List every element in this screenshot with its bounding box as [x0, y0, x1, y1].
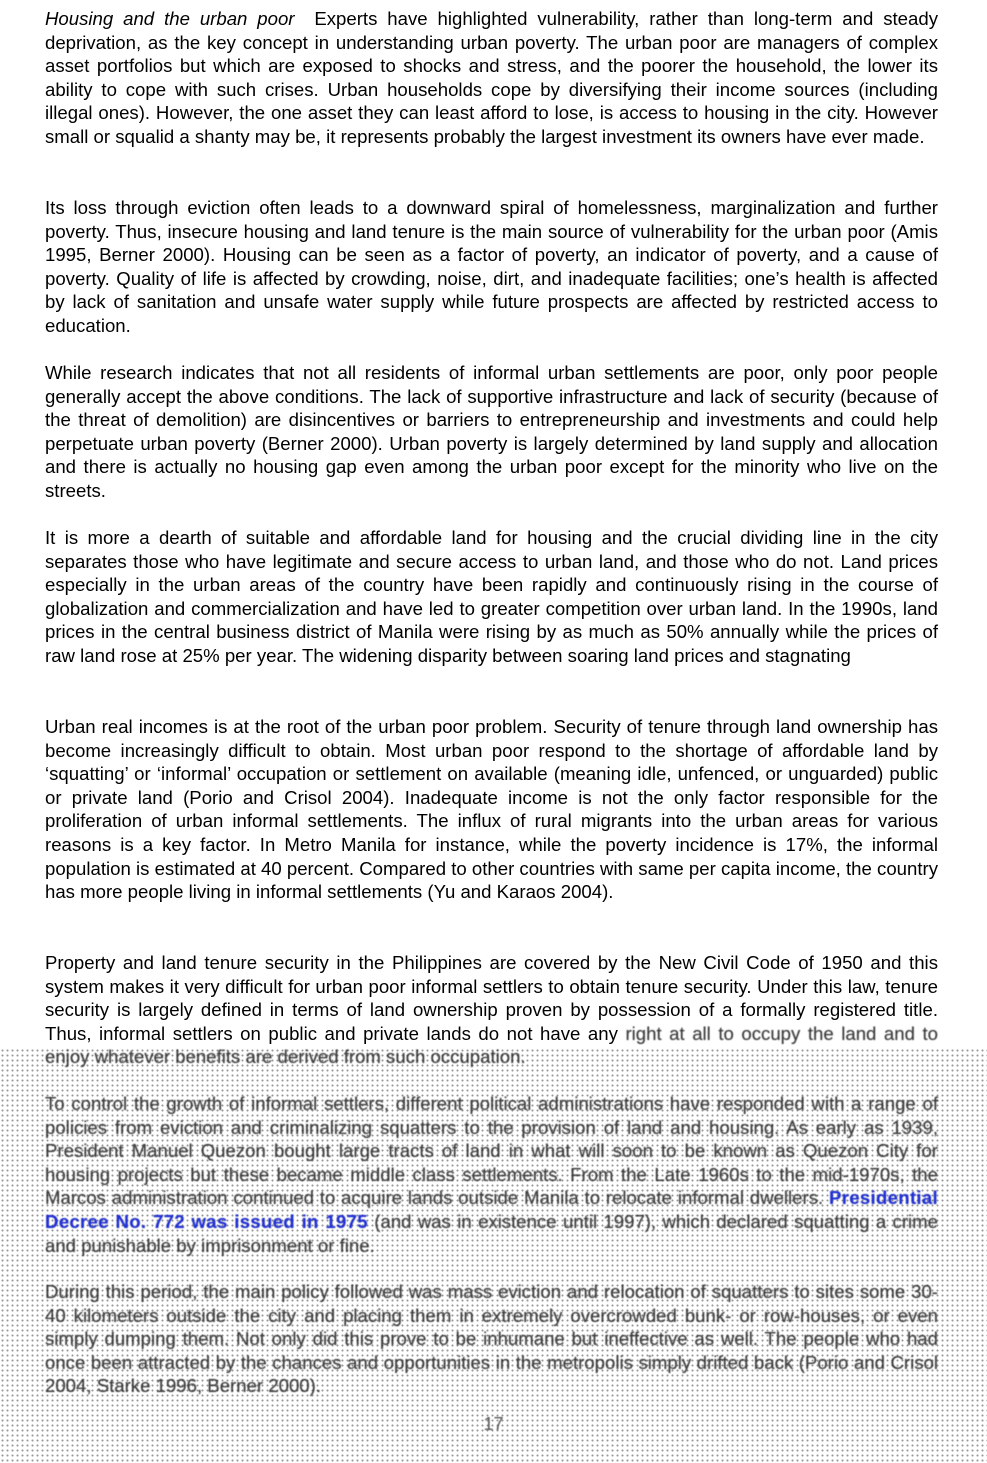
paragraph-lead-heading: Housing and the urban poor: [45, 8, 295, 29]
paragraph-body: Property and land tenure security in the Philippines are covered by the New Civil Code of 1950 and this system makes it very difficult for urban poor informal settlers to obtain tenure security. Under this law, tenure security is largely defined in terms of land ownership proven by possession of a formally registered title. Thus, informal settlers on public and private lands do not have any: [45, 952, 938, 1044]
paragraph-tail-blurred: right at all to occupy the land and to enjoy whatever benefits are derived from such occupation.: [45, 1022, 938, 1068]
paragraph-land-dearth: It is more a dearth of suitable and affordable land for housing and the crucial dividing line in the city separates those who have legitimate and secure access to urban land, and those who do not. Land prices especially in the urban areas of the country have been rapidly and continuously rising in the course of globalization and commercialization and have led to greater competition over urban land. In the 1990s, land prices in the central business district of Manila were rising by as much as 50% annually while the prices of raw land rose at 25% per year. The widening disparity between soaring land prices and stagnating: [45, 527, 938, 666]
paragraph-real-incomes: Urban real incomes is at the root of the urban poor problem. Security of tenure through land ownership has become increasingly difficult to obtain. Most urban poor respond to the shortage of affordable land by ‘squatting’ or ‘informal’ occupation or settlement on available (meaning idle, unfenced, or unguarded) public or private land (Porio and Crisol 2004). Inadequate income is not the only factor responsible for the proliferation of urban informal settlements. The influx of rural migrants into the urban areas for various reasons is a key factor. In Metro Manila for instance, while the poverty incidence is 17%, the informal population is estimated at 40 percent. Compared to other countries with same per capita income, the country has more people living in informal settlements (Yu and Karaos 2004).: [45, 716, 938, 903]
paragraph-property-tenure: [45, 951, 938, 1069]
paragraph-body: To control the growth of informal settlers, different political administrations have responded with a range of policies from eviction and criminalizing squatters to the provision of land and housing. As early as 1939, President Manuel Quezon bought large tracts of land in what will soon to be known as Quezon City for housing projects but these became middle class settlements. From the Late 1960s to the mid-1970s, the Marcos administration continued to acquire lands outside Manila to relocate informal dwellers.: [45, 1093, 938, 1209]
paragraph-body: (and was in existence until 1997), which declared squatting a crime and punishable by imprisonment or fine.: [45, 1210, 938, 1256]
page-number: 17: [483, 1414, 504, 1434]
highlighted-decree-text: Presidential Decree No. 772 was issued in 1975: [45, 1187, 939, 1232]
paragraph-body: Experts have highlighted vulnerability, rather than long-term and steady deprivation, as the key concept in understanding urban poverty. The urban poor are managers of complex asset portfolios but which are exposed to shocks and stress, and the poorer the household, the lower its ability to cope with such crises. Urban households cope by diversifying their income sources (including illegal ones). However, the one asset they can least afford to lose, is access to housing in the city. However small or squalid a shanty may be, it represents probably the largest investment its owners have ever made.: [45, 8, 938, 147]
paragraph-eviction-policy: During this period, the main policy followed was mass eviction and relocation of squatters to sites some 30-40 kilometers outside the city and placing them in extremely overcrowded bunk- or row-houses, or even simply dumping them. Not only did this prove to be inhumane but ineffective as well. The people who had once been attracted by the chances and opportunities in the metropolis simply drifted back (Porio and Crisol 2004, Starke 1996, Berner 2000).: [45, 1281, 938, 1397]
paragraph-control-growth: [45, 1092, 938, 1257]
paragraph-research: While research indicates that not all residents of informal urban settlements are poor, only poor people generally accept the above conditions. The lack of supportive infrastructure and lack of security (because of the threat of demolition) are disincentives or barriers to entrepreneurship and investments and could help perpetuate urban poverty (Berner 2000). Urban poverty is largely determined by land supply and allocation and there is actually no housing gap even among the urban poor except for the minority who live on the streets.: [45, 362, 938, 501]
paragraph-housing-urban-poor: [45, 7, 938, 149]
paragraph-eviction: Its loss through eviction often leads to a downward spiral of homelessness, marginalization and further poverty. Thus, insecure housing and land tenure is the main source of vulnerability for the urban poor (Amis 1995, Berner 2000). Housing can be seen as a factor of poverty, an indicator of poverty, and a cause of poverty. Quality of life is affected by crowding, noise, dirt, and inadequate facilities; one’s health is affected by lack of sanitation and unsafe water supply while future prospects are affected by restricted access to education.: [45, 197, 938, 336]
